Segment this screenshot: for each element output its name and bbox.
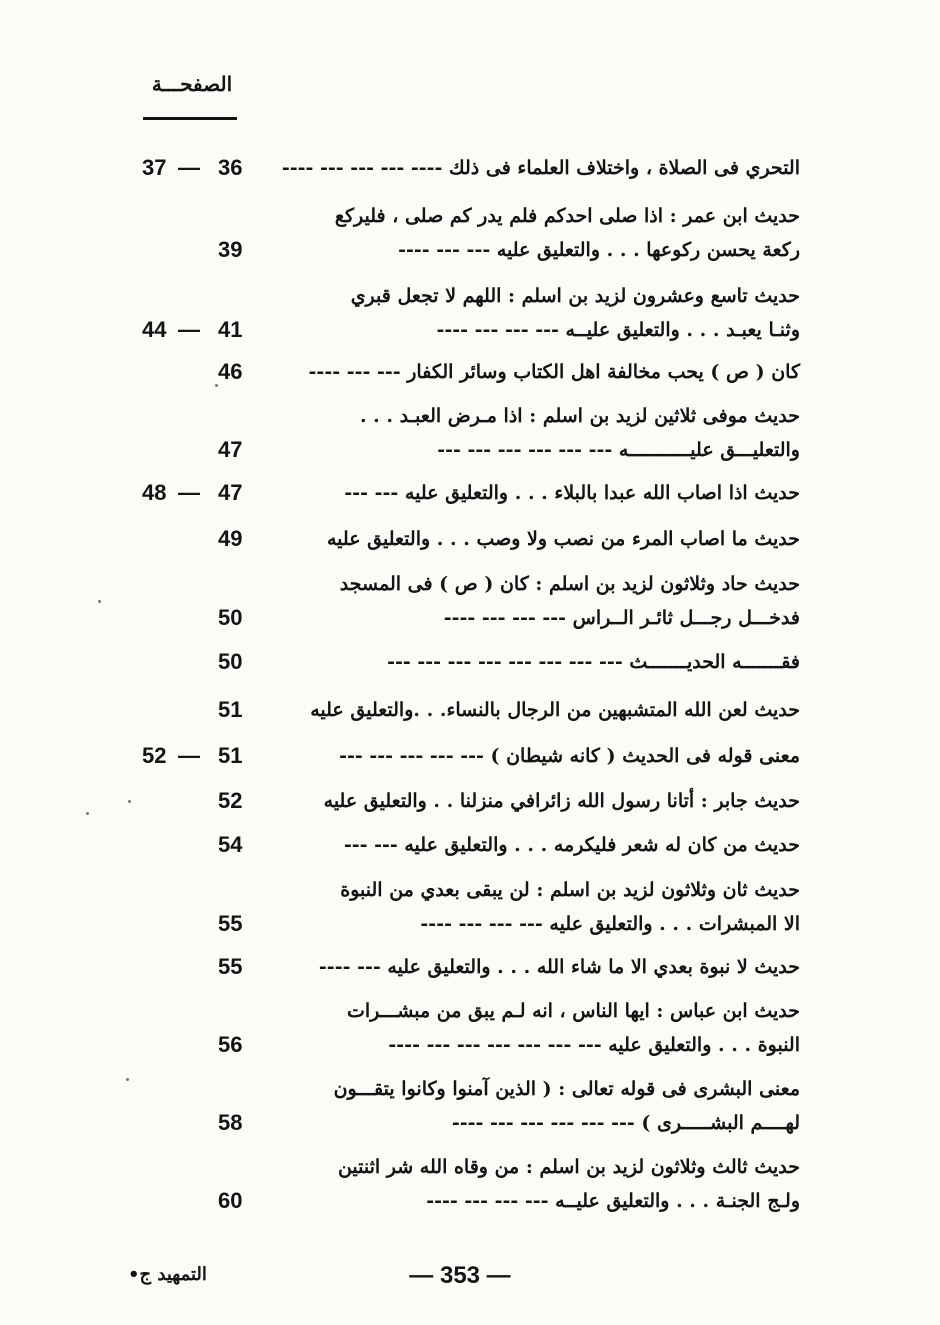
page-start: 55	[218, 954, 243, 979]
toc-entry	[130, 568, 800, 648]
toc-entry-pages	[130, 1185, 250, 1217]
toc-entry-title-line: فدخـــل رجـــل ثائـر الــراس --- --- --- ----	[443, 607, 800, 629]
toc-entry	[130, 874, 800, 954]
page-number-footer: — 353 —	[409, 1262, 511, 1289]
scan-speck	[86, 812, 89, 815]
page-range-dash: —	[178, 480, 200, 505]
toc-entry-title-line: ولـج الجنـة . . . والتعليق عليــه --- --- --- ----	[426, 1190, 800, 1212]
toc-entry-title-line: ركعة يحسن ركوعها . . . والتعليق عليه --- --- ----	[398, 239, 800, 261]
toc-entry-pages	[130, 523, 250, 555]
toc-entry	[130, 280, 800, 360]
page-start: 55	[218, 911, 243, 936]
page-start: 39	[218, 237, 243, 262]
header-underline	[143, 117, 237, 120]
page-start: 47	[218, 437, 243, 462]
toc-entry-title-line: النبوة . . . والتعليق عليه --- --- --- --- --- --- ----	[388, 1034, 800, 1056]
toc-entry-title-line: حديث ابن عمر : اذا صلى احدكم فلم يدر كم صلى ، فليركع	[334, 205, 800, 227]
page-start: 58	[218, 1110, 243, 1135]
toc-entry-title-line: حديث اذا اصاب الله عبدا بالبلاء . . . والتعليق عليه --- ---	[344, 482, 800, 504]
toc-entry-pages	[130, 1029, 250, 1061]
page-start: 50	[218, 649, 243, 674]
page-start: 60	[218, 1188, 243, 1213]
toc-entry-title-line: حديث ثان وثلاثون لزيد بن اسلم : لن يبقى بعدي من النبوة	[340, 879, 800, 901]
page-end: 37	[142, 155, 167, 180]
toc-entry	[130, 995, 800, 1075]
toc-entry-title-line: حديث ابن عباس : ايها الناس ، انه لـم يبق من مبشـــرات	[346, 1000, 800, 1022]
page-end: 52	[142, 743, 167, 768]
toc-entry-title-line: حديث لعن الله المتشبهين من الرجال بالنساء. . .والتعليق عليه	[310, 699, 800, 721]
toc-entry-title-line: حديث حاد وثلاثون لزيد بن اسلم : كان ( ص ) فى المسجد	[339, 573, 800, 595]
toc-entry-title-line: كان ( ص ) يحب مخالفة اهل الكتاب وسائر الكفار --- --- ----	[308, 361, 800, 383]
toc-entry-title-line: معنى البشرى فى قوله تعالى : ( الذين آمنوا وكانوا يتقـــون	[333, 1078, 800, 1100]
toc-entry-pages	[130, 1107, 250, 1139]
page-start: 54	[218, 832, 243, 857]
scan-speck	[98, 600, 101, 603]
toc-entry-pages	[130, 908, 250, 940]
toc-entry-title-line: حديث لا نبوة بعدي الا ما شاء الله . . . والتعليق عليه --- ----	[318, 956, 800, 978]
toc-entry-pages	[130, 356, 250, 388]
toc-entry-pages	[130, 951, 250, 983]
toc-entry-pages	[130, 694, 250, 726]
page-start: 47	[218, 480, 243, 505]
page-start: 51	[218, 743, 243, 768]
toc-entry	[130, 1073, 800, 1153]
scan-speck	[126, 1078, 129, 1081]
toc-entry-title-line: حديث ما اصاب المرء من نصب ولا وصب . . . والتعليق عليه	[326, 528, 800, 550]
toc-entry-pages	[130, 602, 250, 634]
toc-entry-title-line: والتعليـــق عليـــــــــــه --- --- --- --- --- ---	[437, 439, 800, 461]
toc-entry-pages	[130, 477, 250, 509]
page-start: 52	[218, 788, 243, 813]
page-start: 36	[218, 155, 243, 180]
toc-entry-title-line: حديث موفى ثلاثين لزيد بن اسلم : اذا مـرض العبـد . . .	[359, 405, 800, 427]
toc-entry-title-line: حديث جابر : أتانا رسول الله زائرافي منزلنا . . والتعليق عليه	[323, 790, 800, 812]
toc-entry-pages	[130, 740, 250, 772]
page-start: 46	[218, 359, 243, 384]
page-start: 51	[218, 697, 243, 722]
toc-entry-pages	[130, 829, 250, 861]
page-range-dash: —	[178, 155, 200, 180]
page-start: 49	[218, 526, 243, 551]
toc-entry-title-line: الا المبشرات . . . والتعليق عليه --- --- --- ----	[420, 913, 800, 935]
toc-entry-pages	[130, 646, 250, 678]
scan-speck	[128, 800, 131, 803]
page-range-dash: —	[178, 743, 200, 768]
toc-entry	[130, 200, 800, 280]
scan-speck	[215, 384, 218, 387]
toc-entry-title-line: معنى قوله فى الحديث ( كانه شيطان ) --- --- --- --- ---	[339, 745, 800, 767]
toc-entry-title-line: وثنـا يعبـد . . . والتعليق عليــه --- --- --- ----	[436, 319, 800, 341]
toc-entry-title-line: التحري فى الصلاة ، واختلاف العلماء فى ذلك ---- --- --- --- ----	[281, 157, 800, 179]
toc-entry-title-line: حديث من كان له شعر فليكرمه . . . والتعليق عليه --- ---	[343, 834, 800, 856]
toc-entry-pages	[130, 234, 250, 266]
toc-entry-pages	[130, 785, 250, 817]
page-start: 56	[218, 1032, 243, 1057]
toc-entry-pages	[130, 434, 250, 466]
column-header-page: الصفحـــة	[151, 72, 233, 96]
toc-entry-title-line: فقـــــــه الحديـــــــث --- --- --- --- --- --- --- ---	[387, 651, 800, 673]
page-range-dash: —	[178, 317, 200, 342]
page-start: 41	[218, 317, 243, 342]
toc-entry-title-line: حديث ثالث وثلاثون لزيد بن اسلم : من وقاه الله شر اثنتين	[337, 1156, 800, 1178]
toc-entry-title-line: لهــــم البشـــــرى ) --- --- --- --- --- ----	[451, 1112, 800, 1134]
toc-entry-pages	[130, 314, 250, 346]
page-end: 48	[142, 480, 167, 505]
page-start: 50	[218, 605, 243, 630]
toc-entry-title-line: حديث تاسع وعشرون لزيد بن اسلم : اللهم لا تجعل قبري	[350, 285, 800, 307]
toc-entry-pages	[130, 152, 250, 184]
page-end: 44	[142, 317, 167, 342]
toc-entry	[130, 1151, 800, 1231]
toc-entry	[130, 400, 800, 480]
book-title-footer: التمهيد ج•	[128, 1264, 207, 1285]
